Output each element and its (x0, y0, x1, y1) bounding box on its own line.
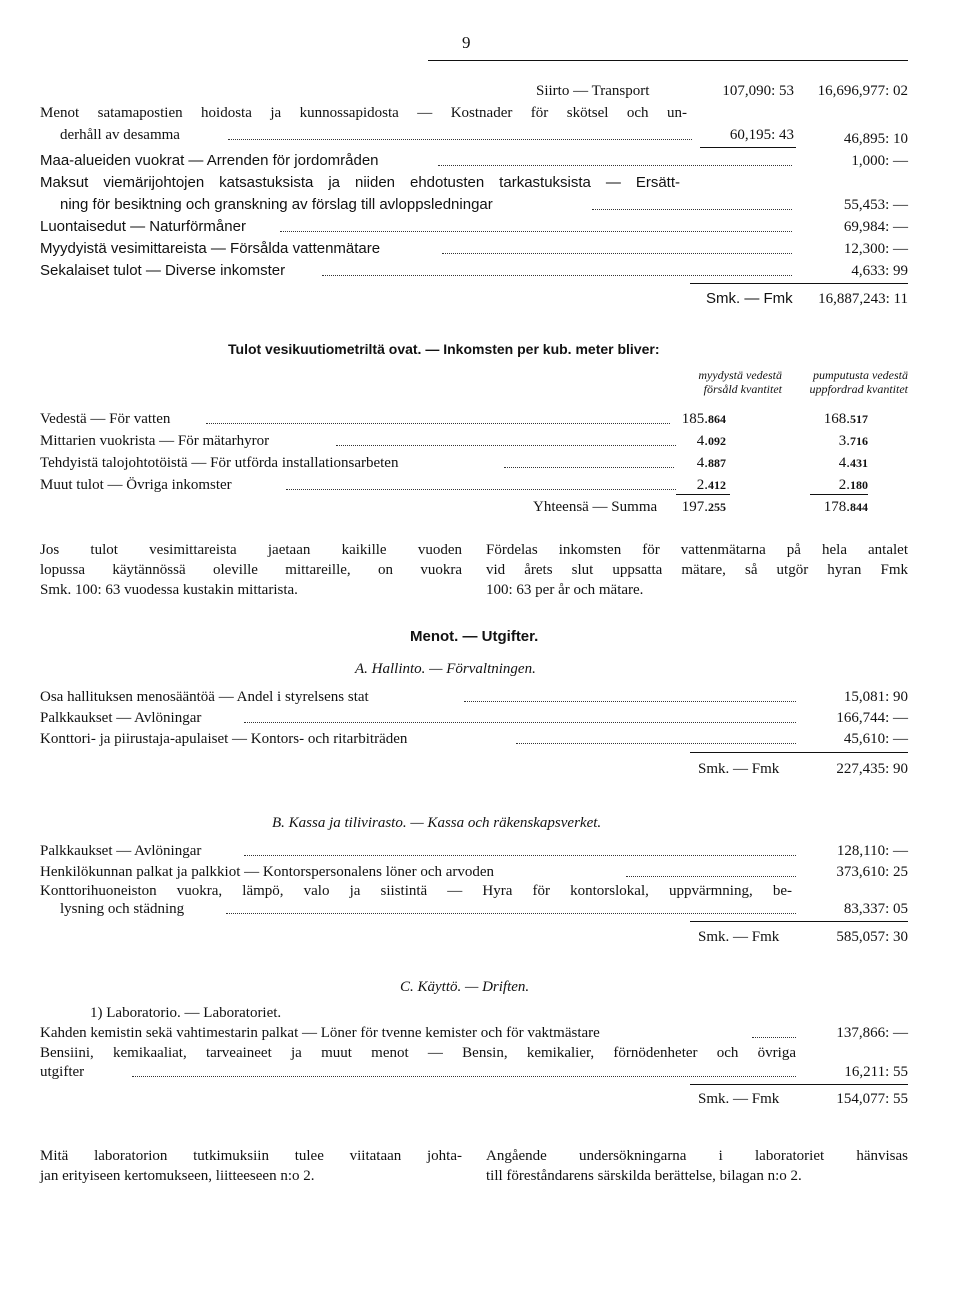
income-item-5-value: 4,633: 99 (851, 263, 908, 279)
section-a-item-0-label: Osa hallituksen menosääntöä — Andel i styrelsens stat (40, 689, 369, 705)
income-total-value: 16,887,243: 11 (818, 291, 908, 307)
page-number: 9 (462, 33, 471, 52)
total-rule (690, 283, 908, 284)
section-b-item-1-value: 373,610: 25 (836, 864, 908, 880)
note1-swedish (486, 540, 908, 600)
dot-leader (206, 423, 670, 424)
section-c-item-1-line-1: Bensiini, kemikaaliat, tarveaineet ja muut menot — Bensin, kemikalier, förnödenheter och övriga (40, 1045, 796, 1061)
sum-rule (676, 494, 730, 495)
cubic-sum-v1: 197.255 (681, 499, 726, 515)
section-b-heading: B. Kassa ja tilivirasto. — Kassa och räkenskapsverket. (272, 815, 602, 831)
cubic-row-0-v2: 168.517 (823, 411, 868, 427)
income-item-4-value: 12,300: — (843, 241, 908, 257)
section-c-item-1-line-2: utgifter (40, 1064, 85, 1080)
note1-fi-line-2: lopussa käytännössä oleville mittareille, on vuokra (40, 562, 462, 578)
dot-leader (592, 209, 792, 210)
dot-leader (280, 231, 792, 232)
subtotal-rule (700, 147, 796, 148)
section-b-total-label: Smk. — Fmk (698, 929, 780, 945)
income-item-1-value: 1,000: — (851, 153, 908, 169)
dot-leader (228, 139, 692, 140)
section-b-item-2-line-1: Konttorihuoneiston vuokra, lämpö, valo ja siistintä — Hyra för kontorslokal, uppvärmning, be- (40, 883, 792, 899)
note1-fi-line-3: Smk. 100: 63 vuodessa kustakin mittarista. (40, 582, 298, 598)
note2-sv-line-1: Angående undersökningarna i laboratoriet hänvisas (486, 1148, 908, 1164)
cubic-sum-v2: 178.844 (823, 499, 868, 515)
transport-value-2: 16,696,977: 02 (817, 83, 908, 99)
income-item-4-label: Myydyistä vesimittareista — Försålda vattenmätare (40, 240, 381, 257)
total-rule (690, 1084, 908, 1085)
section-c-item-0-value: 137,866: — (836, 1025, 908, 1041)
sum-rule (810, 494, 868, 495)
total-rule (690, 921, 908, 922)
section-a-heading: A. Hallinto. — Förvaltningen. (355, 661, 536, 677)
note1-sv-line-1: Fördelas inkomsten för vattenmätarna på hela antalet (486, 542, 908, 558)
col1-header-line-2: försåld kvantitet (703, 382, 782, 396)
section-b-item-1-label: Henkilökunnan palkat ja palkkiot — Kontorspersonalens löner och arvoden (40, 864, 495, 880)
section-c-item-0-label: Kahden kemistin sekä vahtimestarin palkat — Löner för tvenne kemister och för vaktmästare (40, 1025, 600, 1041)
income-item-3-label: Luontaisedut — Naturförmåner (40, 218, 246, 235)
section-b-item-2-value: 83,337: 05 (843, 901, 908, 917)
col2-header-line-2: uppfordrad kvantitet (809, 382, 908, 396)
income-item-0-mid-value: 60,195: 43 (729, 127, 794, 143)
cubic-row-0-label: Vedestä — För vatten (40, 411, 171, 427)
cubic-row-3-label: Muut tulot — Övriga inkomster (40, 477, 232, 493)
section-a-item-2-value: 45,610: — (843, 731, 908, 747)
cubic-row-0-v1: 185.864 (681, 411, 726, 427)
header-rule (428, 60, 908, 61)
section-a-item-2-label: Konttori- ja piirustaja-apulaiset — Kontors- och ritarbiträden (40, 731, 408, 747)
dot-leader (752, 1037, 796, 1038)
dot-leader (286, 489, 676, 490)
cubic-sum-label: Yhteensä — Summa (533, 499, 658, 515)
note1-sv-line-2: vid årets slut uppsatta mätare, så utgör hyran Fmk (486, 562, 908, 578)
note1-finnish (40, 540, 462, 600)
income-item-0-value: 46,895: 10 (843, 131, 908, 147)
dot-leader (438, 165, 792, 166)
col2-header-line-1: pumputusta vedestä (813, 368, 908, 382)
section-c-heading: C. Käyttö. — Driften. (400, 979, 530, 995)
section-b-item-0-label: Palkkaukset — Avlöningar (40, 843, 202, 859)
dot-leader (516, 743, 796, 744)
section-a-item-1-label: Palkkaukset — Avlöningar (40, 710, 202, 726)
cubic-row-3-v2: 2.180 (838, 477, 868, 493)
dot-leader (336, 445, 676, 446)
note2-finnish (40, 1146, 462, 1186)
note2-fi-line-1: Mitä laboratorion tutkimuksiin tulee viitataan johta- (40, 1148, 462, 1164)
dot-leader (244, 855, 796, 856)
dot-leader (132, 1076, 796, 1077)
section-b-item-2-line-2: lysning och städning (60, 901, 185, 917)
note2-swedish (486, 1146, 908, 1186)
cubic-heading: Tulot vesikuutiometriltä ovat. — Inkomsten per kub. meter bliver: (228, 341, 660, 357)
expenses-heading: Menot. — Utgifter. (410, 628, 539, 645)
section-a-item-0-value: 15,081: 90 (843, 689, 908, 705)
note1-sv-line-3: 100: 63 per år och mätare. (486, 582, 644, 598)
note1-fi-line-1: Jos tulot vesimittareista jaetaan kaikille vuoden (40, 542, 462, 558)
total-rule (690, 752, 908, 753)
dot-leader (442, 253, 792, 254)
section-b-total-value: 585,057: 30 (836, 929, 908, 945)
section-c-total-label: Smk. — Fmk (698, 1091, 780, 1107)
cubic-row-2-label: Tehdyistä talojohtotöistä — För utförda installationsarbeten (40, 455, 399, 471)
section-a-total-value: 227,435: 90 (836, 761, 908, 777)
note2-fi-line-2: jan erityiseen kertomukseen, liitteeseen n:o 2. (40, 1168, 315, 1184)
cubic-row-1-v2: 3.716 (838, 433, 868, 449)
section-a-item-1-value: 166,744: — (836, 710, 908, 726)
cubic-row-3-v1: 2.412 (696, 477, 726, 493)
note2-sv-line-2: till föreståndarens särskilda berättelse, bilagan n:o 2. (486, 1168, 802, 1184)
transport-value-1: 107,090: 53 (722, 83, 794, 99)
section-c-total-value: 154,077: 55 (836, 1091, 908, 1107)
section-c-item-1-value: 16,211: 55 (844, 1064, 908, 1080)
dot-leader (626, 876, 796, 877)
cubic-row-1-v1: 4.092 (696, 433, 726, 449)
section-a-total-label: Smk. — Fmk (698, 761, 780, 777)
income-item-3-value: 69,984: — (843, 219, 908, 235)
cubic-row-1-label: Mittarien vuokrista — För mätarhyror (40, 433, 270, 449)
dot-leader (226, 913, 796, 914)
income-item-0-line-1: Menot satamapostien hoidosta ja kunnossapidosta — Kostnader för skötsel och un- (40, 105, 687, 121)
cubic-row-2-v2: 4.431 (838, 455, 868, 471)
col1-header-line-1: myydystä vedestä (698, 368, 782, 382)
income-item-2-line-2: ning för besiktning och granskning av förslag till avloppsledningar (60, 196, 493, 213)
income-item-1-label: Maa-alueiden vuokrat — Arrenden för jordområden (40, 152, 379, 169)
section-b-item-0-value: 128,110: — (836, 843, 908, 859)
dot-leader (244, 722, 796, 723)
income-item-5-label: Sekalaiset tulot — Diverse inkomster (40, 262, 286, 279)
income-item-0-line-2: derhåll av desamma (60, 127, 180, 143)
dot-leader (322, 275, 792, 276)
cubic-row-2-v1: 4.887 (696, 455, 726, 471)
income-item-2-line-1: Maksut viemärijohtojen katsastuksista ja niiden ehdotusten tarkastuksista — Ersätt- (40, 174, 680, 191)
section-c-sub-heading: 1) Laboratorio. — Laboratoriet. (90, 1005, 282, 1021)
income-total-label: Smk. — Fmk (706, 290, 793, 307)
dot-leader (464, 701, 796, 702)
transport-label: Siirto — Transport (536, 83, 650, 99)
income-item-2-value: 55,453: — (843, 197, 908, 213)
dot-leader (504, 467, 674, 468)
